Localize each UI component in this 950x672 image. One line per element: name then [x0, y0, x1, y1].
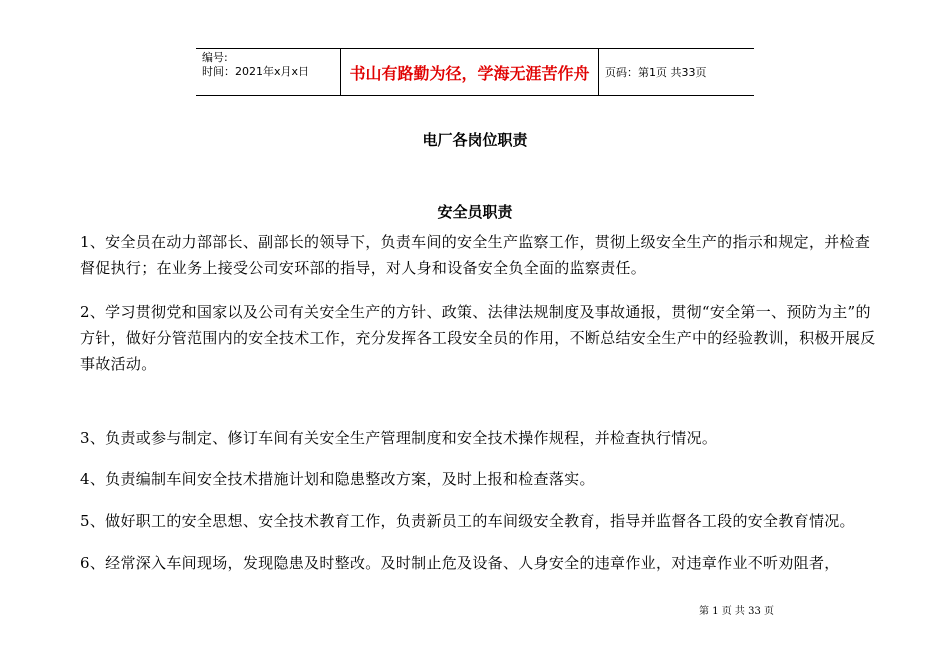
- header-page-info: 页码：第1页 共33页: [605, 66, 707, 79]
- paragraph: 3、负责或参与制定、修订车间有关安全生产管理制度和安全技术操作规程，并检查执行情况。: [80, 429, 718, 447]
- paragraph: 6、经常深入车间现场，发现隐患及时整改。及时制止危及设备、人身安全的违章作业，对违章作业不听劝阻者，: [80, 554, 840, 572]
- document-title: 电厂各岗位职责: [422, 131, 528, 149]
- paragraph: 1、安全员在动力部部长、副部长的领导下，负责车间的安全生产监察工作，贯彻上级安全生产的指示和规定，并检查督促执行；在业务上接受公司安环部的指导，对人身和设备安全负全面的监察责任。: [80, 233, 871, 277]
- paragraph: 2、学习贯彻党和国家以及公司有关安全生产的方针、政策、法律法规制度及事故通报，贯彻“安全第一、预防为主”的方针，做好分管范围内的安全技术工作，充分发挥各工段安全员的作用，不断总结安全生产中的经验教训，积极开展反事故活动。: [80, 303, 876, 373]
- header-motto: 书山有路勤为径，学海无涯苦作舟: [340, 49, 599, 95]
- paragraph: 4、负责编制车间安全技术措施计划和隐患整改方案，及时上报和检查落实。: [80, 470, 595, 488]
- page-header-table: [196, 48, 754, 96]
- page-footer: 第 1 页 共 33 页: [699, 606, 774, 617]
- document-number-label: 编号:: [202, 51, 228, 64]
- paragraph: 5、做好职工的安全思想、安全技术教育工作，负责新员工的车间级安全教育，指导并监督各工段的安全教育情况。: [80, 512, 855, 530]
- header-meta-cell: [196, 49, 340, 95]
- document-time-label: 时间：2021年x月x日: [202, 65, 310, 78]
- section-title: 安全员职责: [437, 203, 513, 221]
